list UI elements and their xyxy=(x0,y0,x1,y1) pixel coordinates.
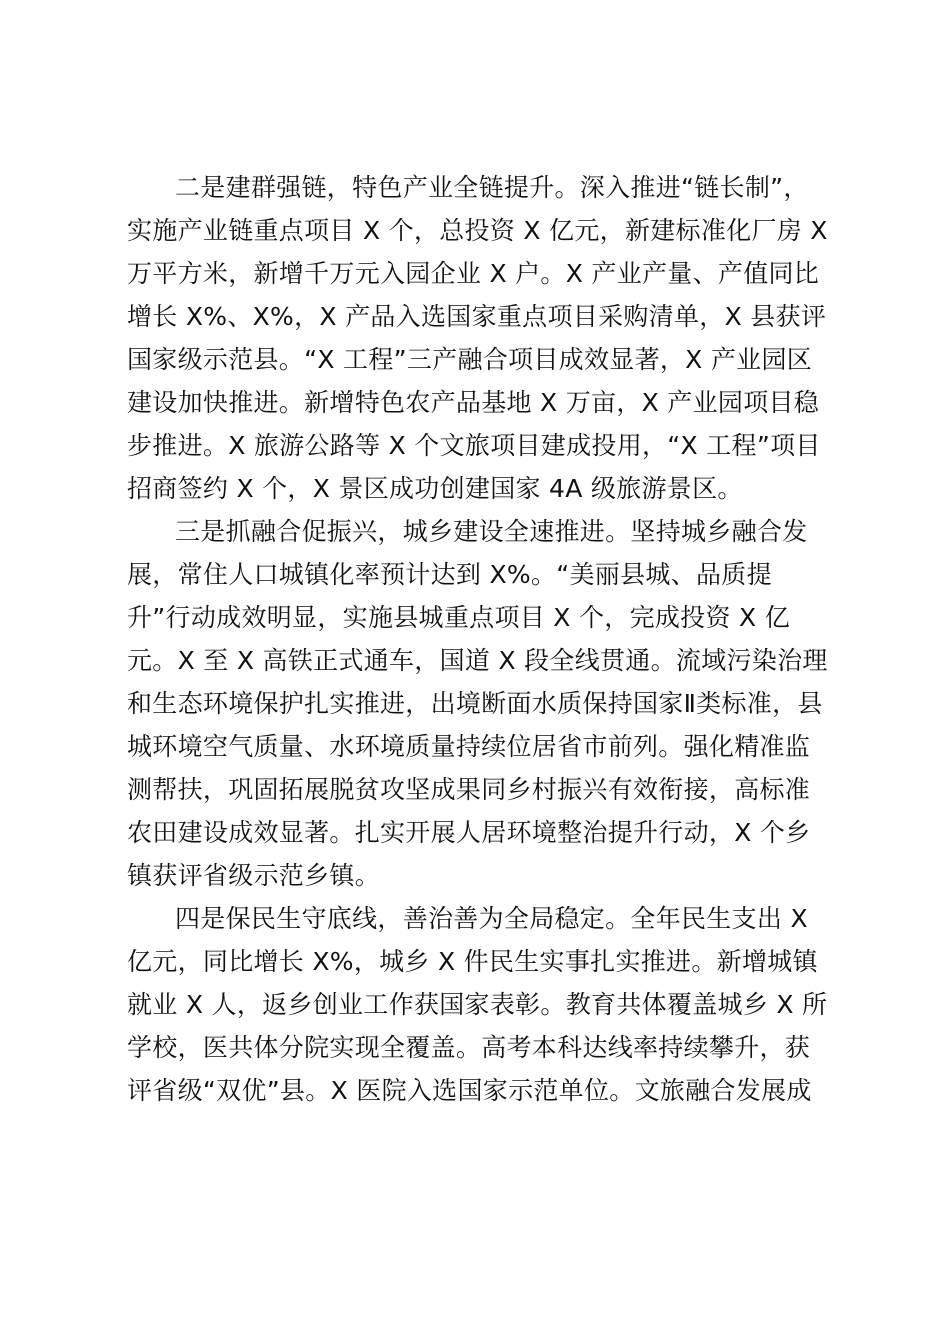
paragraph-line: 测帮扶，巩固拓展脱贫攻坚成果同乡村振兴有效衔接，高标准 xyxy=(127,775,811,804)
paragraph-line: 升”行动成效明显，实施县城重点项目 X 个，完成投资 X 亿 xyxy=(127,603,790,632)
paragraph-line: 和生态环境保护扎实推进，出境断面水质保持国家Ⅱ类标准，县 xyxy=(127,689,823,718)
paragraph-line: 招商签约 X 个，X 景区成功创建国家 4A 级旅游景区。 xyxy=(127,474,743,503)
paragraph-line: 万平方米，新增千万元入园企业 X 户。X 产业产量、产值同比 xyxy=(127,259,820,288)
paragraph-3 xyxy=(127,510,827,897)
paragraph-line: 增长 X%、X%，X 产品入选国家重点项目采购清单，X 县获评 xyxy=(127,302,827,331)
paragraph-line: 城环境空气质量、水环境质量持续位居省市前列。强化精准监 xyxy=(127,732,811,761)
paragraph-4 xyxy=(127,897,827,1112)
paragraph-line: 步推进。X 旅游公路等 X 个文旅项目建成投用，“X 工程”项目 xyxy=(127,431,821,460)
paragraph-line: 亿元，同比增长 X%，城乡 X 件民生实事扎实推进。新增城镇 xyxy=(127,947,818,976)
paragraph-line: 就业 X 人，返乡创业工作获国家表彰。教育共体覆盖城乡 X 所 xyxy=(127,990,828,1019)
paragraph-line: 实施产业链重点项目 X 个，总投资 X 亿元，新建标准化厂房 X xyxy=(127,216,828,245)
document-body xyxy=(127,166,827,1112)
paragraph-line: 农田建设成效显著。扎实开展人居环境整治提升行动，X 个乡 xyxy=(127,818,811,847)
paragraph-line: 四是保民生守底线，善治善为全局稳定。全年民生支出 X xyxy=(175,904,808,933)
paragraph-line: 镇获评省级示范乡镇。 xyxy=(127,861,381,890)
paragraph-line: 评省级“双优”县。X 医院入选国家示范单位。文旅融合发展成 xyxy=(127,1076,812,1105)
paragraph-line: 三是抓融合促振兴，城乡建设全速推进。坚持城乡融合发 xyxy=(175,517,808,546)
paragraph-line: 国家级示范县。“X 工程”三产融合项目成效显著，X 产业园区 xyxy=(127,345,813,374)
paragraph-line: 元。X 至 X 高铁正式通车，国道 X 段全线贯通。流域污染治理 xyxy=(127,646,828,675)
paragraph-line: 二是建群强链，特色产业全链提升。深入推进“链长制”， xyxy=(175,173,809,202)
paragraph-2 xyxy=(127,166,827,510)
paragraph-line: 展，常住人口城镇化率预计达到 X%。“美丽县城、品质提 xyxy=(127,560,772,589)
paragraph-line: 学校，医共体分院实现全覆盖。高考本科达线率持续攀升，获 xyxy=(127,1033,811,1062)
paragraph-line: 建设加快推进。新增特色农产品基地 X 万亩，X 产业园项目稳 xyxy=(127,388,820,417)
